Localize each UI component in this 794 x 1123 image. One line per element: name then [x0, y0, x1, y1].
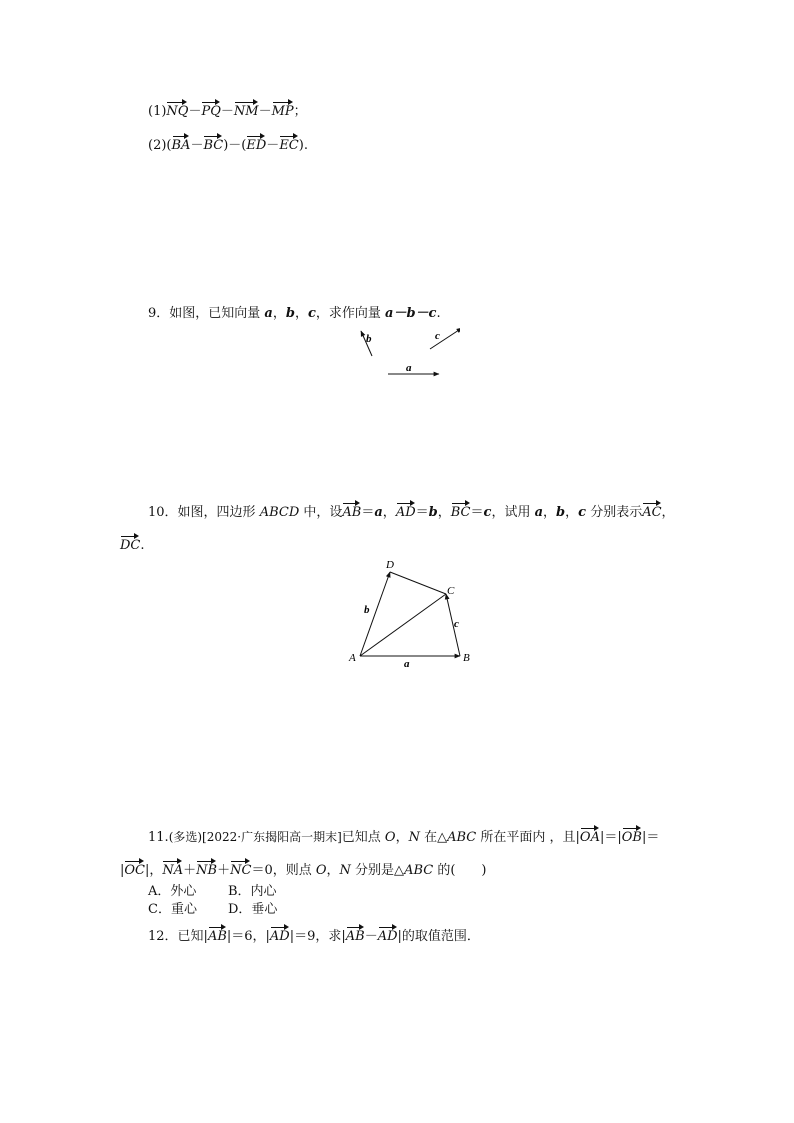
vector-ad: AD [396, 502, 416, 522]
vector-dc: DC [120, 535, 140, 555]
q8-part1: (1)NQ－PQ－NM－MP； [148, 101, 307, 121]
option-b[interactable]: B．内心 [228, 884, 277, 899]
label-a: a [406, 362, 412, 374]
vector-oa: OA [580, 827, 600, 847]
q10-quadrilateral-figure [340, 555, 480, 670]
q10-text: 10．如图，四边形 ABCD 中，设AB＝a，AD＝b，BC＝c，试用 a，b，c 分别表示AC， [148, 502, 675, 522]
q11-options-row1 [148, 883, 277, 901]
q11-text: 11.(多选)[2022·广东揭阳高一期末]已知点 O，N 在△ABC 所在平面内 ，且|OA|＝|OB|＝ [148, 827, 659, 847]
label-b: b [366, 333, 372, 345]
vector-ac-line [360, 594, 446, 656]
q11-text-line2: |OC|，NA＋NB＋NC＝0，则点 O，N 分别是△ABC 的( ) [120, 860, 486, 880]
vector-nc: NC [230, 860, 251, 880]
label-point-b: B [463, 652, 470, 664]
q11-options-row2 [148, 901, 277, 919]
label-side-c: c [454, 618, 459, 630]
vector-ab: AB [342, 502, 361, 522]
vector-ad-q12-2: AD [378, 926, 398, 946]
q12-text: 12．已知|AB|＝6，|AD|＝9，求|AB－AD|的取值范围． [148, 926, 480, 946]
vector-ob: OB [622, 827, 642, 847]
vector-bc: BC [451, 502, 471, 522]
option-c[interactable]: C．重心 [148, 902, 197, 917]
vector-ec: EC [279, 135, 298, 155]
label-point-c: C [447, 585, 455, 597]
vector-ac: AC [642, 502, 661, 522]
vector-bc: BC [203, 135, 223, 155]
q9-text: 9．如图，已知向量 a，b，c，求作向量 a－b－c. [148, 306, 441, 321]
label-side-a: a [404, 658, 410, 670]
q10-text-line2: DC. [120, 535, 145, 555]
option-d[interactable]: D．垂心 [228, 902, 278, 917]
vector-nb: NB [196, 860, 217, 880]
option-a[interactable]: A．外心 [148, 884, 197, 899]
label-side-b: b [364, 604, 370, 616]
q9-vector-figure [350, 325, 460, 385]
vector-ad-q12: AD [270, 926, 290, 946]
label-point-d: D [386, 559, 394, 571]
vector-na: NA [162, 860, 183, 880]
vector-oc: OC [124, 860, 145, 880]
vector-pq: PQ [201, 101, 220, 121]
vector-ba: BA [172, 135, 191, 155]
label-point-a: A [349, 652, 356, 664]
vector-nm: NM [234, 101, 259, 121]
segment-dc [390, 572, 446, 594]
q8-part2: (2)(BA－BC)－(ED－EC). [148, 135, 308, 155]
vector-ab-q12-2: AB [346, 926, 365, 946]
vector-ab-q12: AB [208, 926, 227, 946]
vector-ed: ED [246, 135, 266, 155]
label-c: c [435, 330, 440, 342]
vector-mp: MP [272, 101, 294, 121]
vector-nq: NQ [166, 101, 188, 121]
